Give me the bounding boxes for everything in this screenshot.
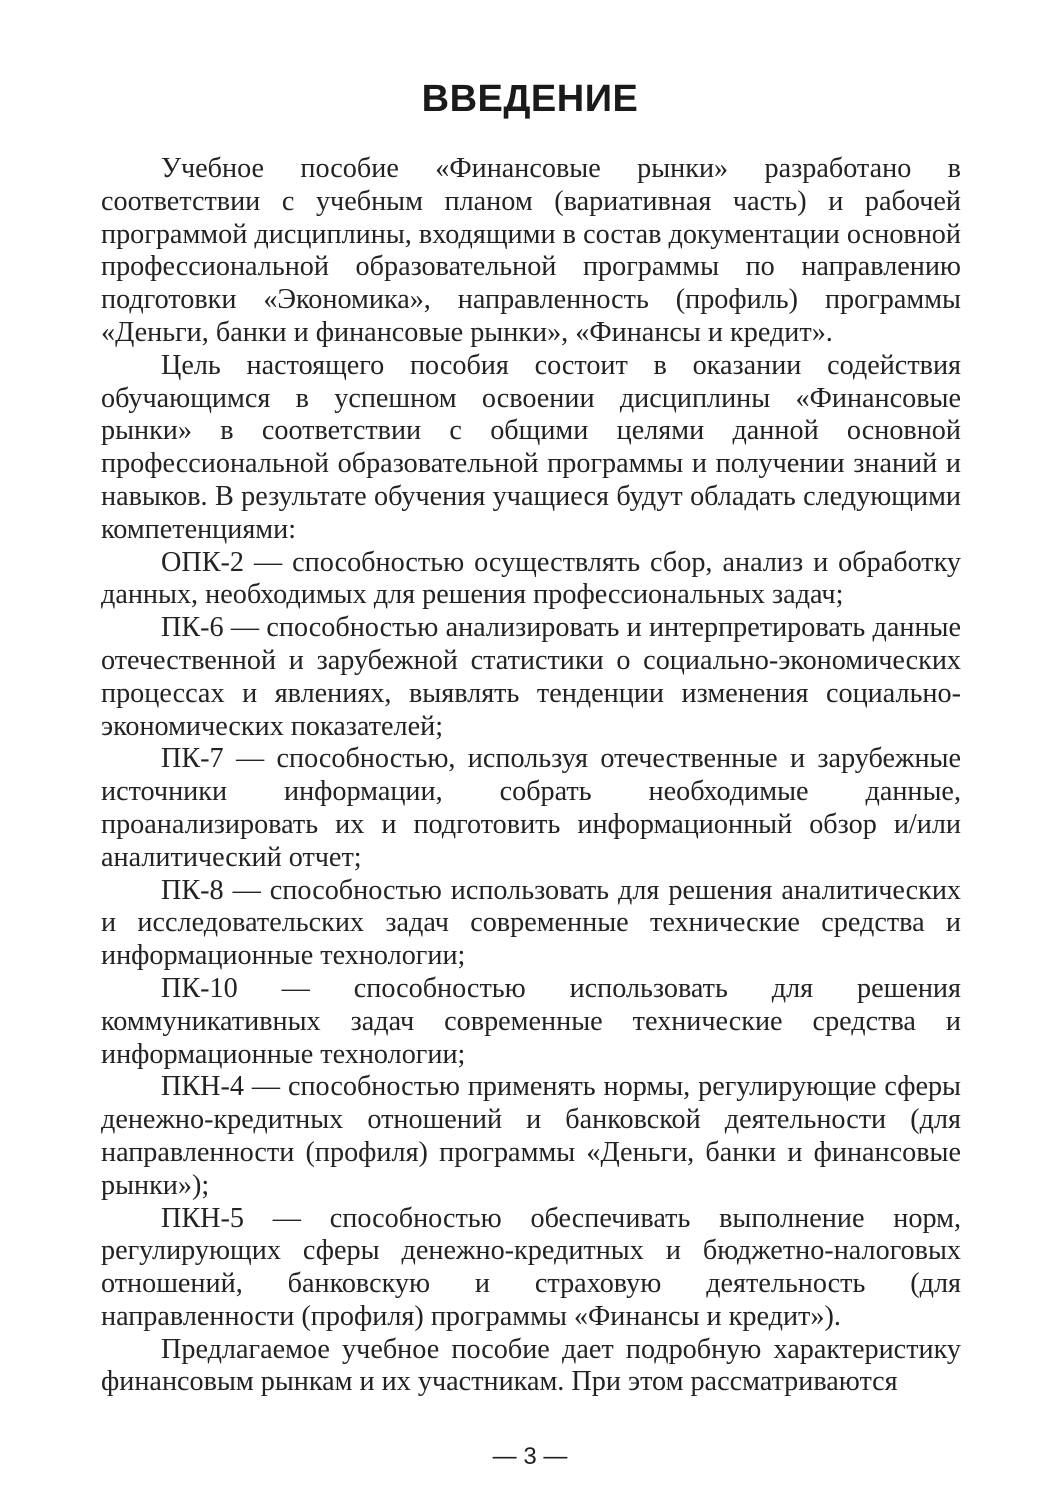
paragraph-overview: Предлагаемое учебное пособие дает подробную характеристику финансовым рынкам и их участникам. При этом рассматриваются	[101, 1333, 961, 1398]
competency-opk-2: ОПК-2 — способностью осуществлять сбор, анализ и обработку данных, необходимых для решения профессиональных задач;	[101, 546, 961, 611]
competency-pkn-5: ПКН-5 — способностью обеспечивать выполнение норм, регулирующих сферы денежно-кредитных и бюджетно-налоговых отношений, банковскую и страховую деятельность (для направленности (профиля) программы «Финансы и кредит»).	[101, 1202, 961, 1332]
page-title: ВВЕДЕНИЕ	[421, 78, 639, 120]
body-text	[101, 153, 961, 1399]
competency-pk-8: ПК-8 — способностью использовать для решения аналитических и исследовательских задач современные технические средства и информационные технологии;	[101, 874, 961, 972]
paragraph-intro: Учебное пособие «Финансовые рынки» разработано в соответствии с учебным планом (вариативная часть) и рабочей программой дисциплины, входящими в состав документации основной профессиональной образовательной программы по направлению подготовки «Экономика», направленность (профиль) программы «Деньги, банки и финансовые рынки», «Финансы и кредит».	[101, 153, 961, 348]
page-number: — 3 —	[492, 1443, 568, 1470]
paragraph-goal: Цель настоящего пособия состоит в оказании содействия обучающимся в успешном освоении дисциплины «Финансовые рынки» в соответствии с общими целями данной основной профессиональной образовательной программы и получении знаний и навыков. В результате обучения учащиеся будут обладать следующими компетенциями:	[101, 349, 961, 545]
competency-pk-7: ПК-7 — способностью, используя отечественные и зарубежные источники информации, собрать необходимые данные, проанализировать их и подготовить информационный обзор и/или аналитический отчет;	[101, 743, 961, 873]
competency-pk-6: ПК-6 — способностью анализировать и интерпретировать данные отечественной и зарубежной статистики о социально-экономических процессах и явлениях, выявлять тенденции изменения социально-экономических показателей;	[101, 612, 961, 742]
competency-pk-10: ПК-10 — способностью использовать для решения коммуникативных задач современные технические средства и информационные технологии;	[101, 972, 961, 1070]
competency-pkn-4: ПКН-4 — способностью применять нормы, регулирующие сферы денежно-кредитных отношений и банковской деятельности (для направленности (профиля) программы «Деньги, банки и финансовые рынки»);	[101, 1071, 961, 1201]
